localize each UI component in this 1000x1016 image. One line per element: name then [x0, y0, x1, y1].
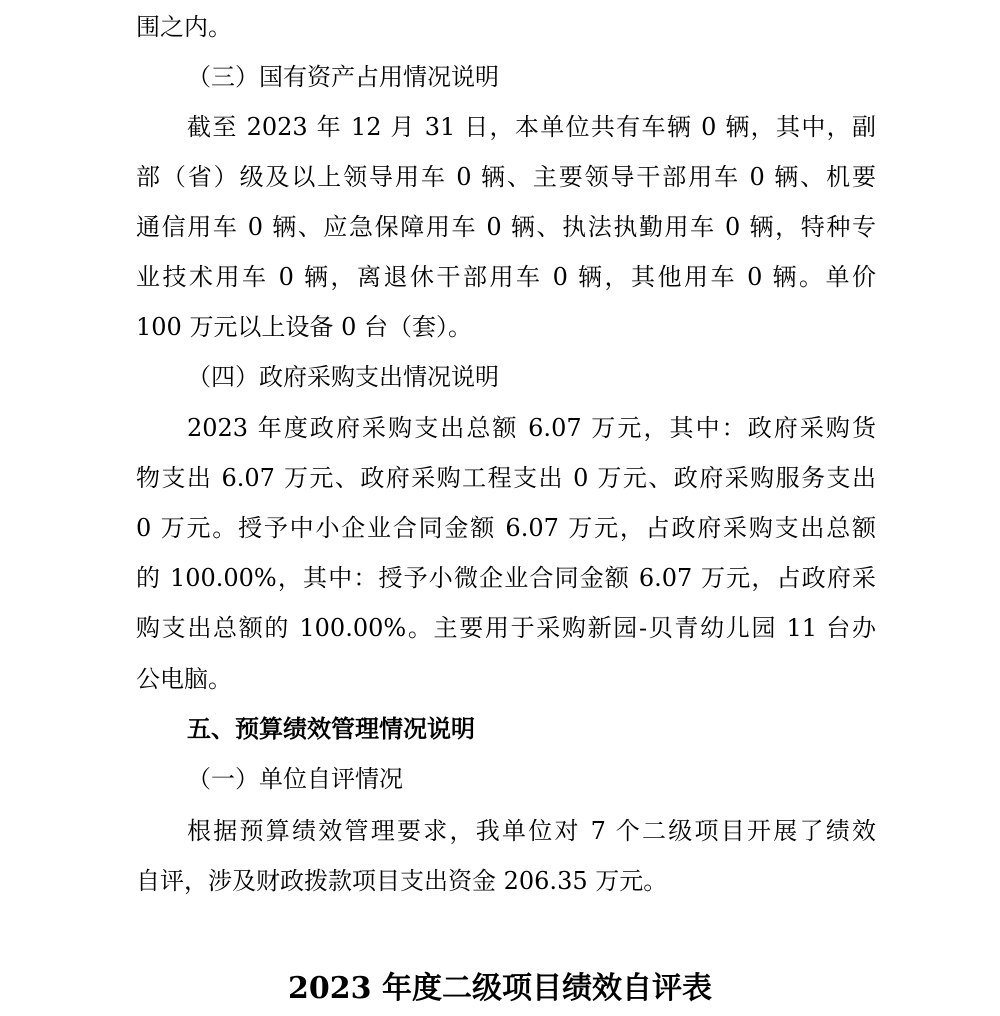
paragraph-tail-line: 围之内。	[136, 13, 232, 41]
self-evaluation-paragraph-line-2: 自评，涉及财政拨款项目支出资金 206.35 万元。	[136, 867, 668, 895]
assets-paragraph-line-4: 业技术用车 0 辆，离退休干部用车 0 辆，其他用车 0 辆。单价	[136, 263, 876, 291]
subheading-government-procurement: （四）政府采购支出情况说明	[187, 363, 499, 391]
assets-paragraph-line-3: 通信用车 0 辆、应急保障用车 0 辆、执法执勤用车 0 辆，特种专	[136, 213, 876, 241]
procurement-paragraph-line-5: 购支出总额的 100.00%。主要用于采购新园-贝青幼儿园 11 台办	[136, 614, 876, 642]
table-title: 2023 年度二级项目绩效自评表	[288, 971, 712, 1006]
section-heading-performance-management: 五、预算绩效管理情况说明	[187, 715, 475, 743]
procurement-paragraph-line-4: 的 100.00%，其中：授予小微企业合同金额 6.07 万元，占政府采	[136, 564, 876, 592]
assets-paragraph-line-1: 截至 2023 年 12 月 31 日，本单位共有车辆 0 辆，其中，副	[187, 113, 876, 141]
procurement-paragraph-line-6: 公电脑。	[136, 665, 232, 693]
self-evaluation-paragraph-line-1: 根据预算绩效管理要求，我单位对 7 个二级项目开展了绩效	[187, 817, 876, 845]
assets-paragraph-line-5: 100 万元以上设备 0 台（套）。	[136, 313, 472, 341]
assets-paragraph-line-2: 部（省）级及以上领导用车 0 辆、主要领导干部用车 0 辆、机要	[136, 163, 876, 191]
procurement-paragraph-line-2: 物支出 6.07 万元、政府采购工程支出 0 万元、政府采购服务支出	[136, 464, 876, 492]
procurement-paragraph-line-1: 2023 年度政府采购支出总额 6.07 万元，其中：政府采购货	[187, 414, 876, 442]
procurement-paragraph-line-3: 0 万元。授予中小企业合同金额 6.07 万元，占政府采购支出总额	[136, 514, 876, 542]
subheading-self-evaluation: （一）单位自评情况	[187, 765, 403, 793]
subheading-state-assets: （三）国有资产占用情况说明	[187, 63, 499, 91]
